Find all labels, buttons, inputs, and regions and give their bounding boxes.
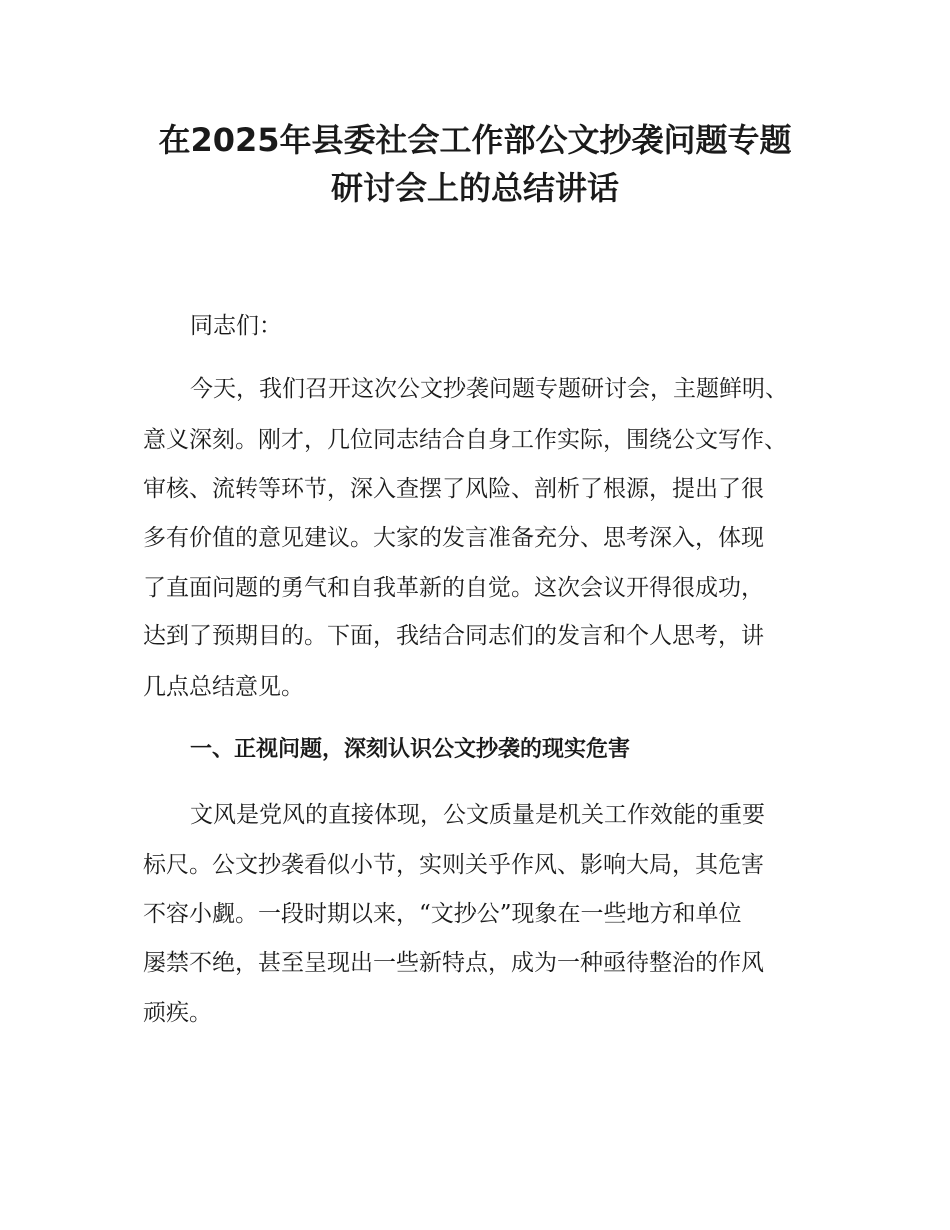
- title-line-1: 在2025年县委社会工作部公文抄袭问题专题: [158, 121, 792, 159]
- intro-line: 了直面问题的勇气和自我革新的自觉。这次会议开得很成功，: [143, 575, 764, 601]
- section1-line: 屡禁不绝，甚至呈现出一些新特点，成为一种亟待整治的作风: [143, 950, 764, 976]
- section1-line: 文风是党风的直接体现，公文质量是机关工作效能的重要: [190, 802, 765, 828]
- intro-line: 今天，我们召开这次公文抄袭问题专题研讨会，主题鲜明、: [190, 376, 788, 402]
- intro-line: 审核、流转等环节，深入查摆了风险、剖析了根源，提出了很: [143, 476, 764, 502]
- intro-line: 意义深刻。刚才，几位同志结合自身工作实际，围绕公文写作、: [143, 427, 787, 453]
- section1-line: 标尺。公文抄袭看似小节，实则关乎作风、影响大局，其危害: [143, 852, 764, 878]
- section1-line: 顽疾。: [143, 1000, 212, 1026]
- title-line-2: 研讨会上的总结讲话: [330, 169, 619, 207]
- salutation: 同志们：: [190, 313, 282, 339]
- section-heading-1: 一、正视问题，深刻认识公文抄袭的现实危害: [190, 737, 631, 762]
- intro-line: 达到了预期目的。下面，我结合同志们的发言和个人思考，讲: [143, 623, 764, 649]
- intro-line: 几点总结意见。: [143, 674, 304, 700]
- intro-line: 多有价值的意见建议。大家的发言准备充分、思考深入，体现: [143, 525, 764, 551]
- section1-line: 不容小觑。一段时期以来，“文抄公”现象在一些地方和单位: [143, 901, 742, 927]
